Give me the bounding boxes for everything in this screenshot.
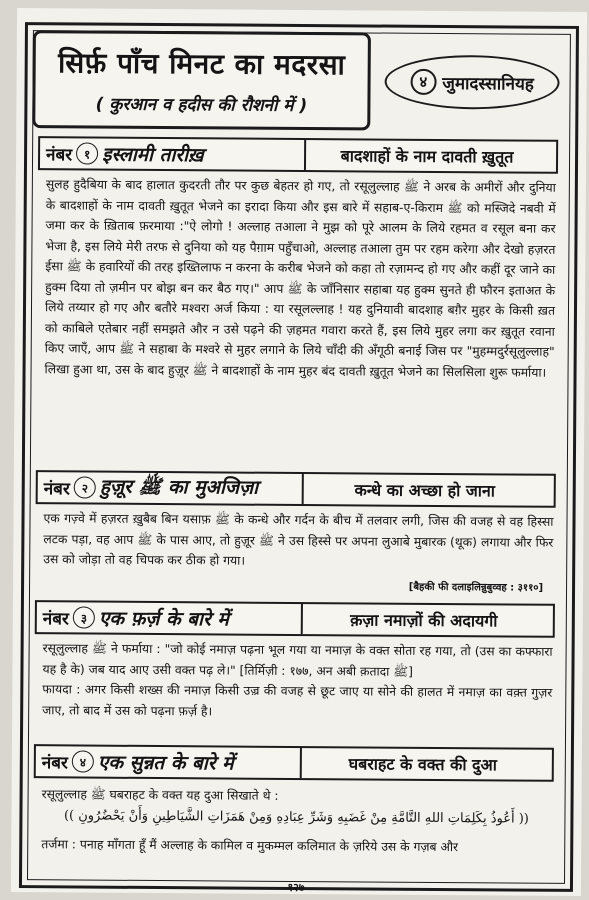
section-4-heading: घबराहट के वक्त की दुआ — [348, 754, 498, 775]
section-1-topic: इस्लामी तारीख़ — [102, 143, 204, 167]
section-3-prefix: नंबर — [42, 608, 70, 629]
section-4-translation-block — [41, 834, 551, 858]
section-2-prefix: नंबर — [43, 478, 70, 499]
section-3-heading: क़ज़ा नमाज़ों की अदायगी — [350, 610, 498, 631]
page-title: सिर्फ़ पाँच मिनट का मदरसा — [57, 46, 346, 82]
section-1-heading: बादशाहों के नाम दावती ख़ुतूत — [340, 146, 514, 167]
section-4-prefix: नंबर — [41, 752, 69, 773]
section-3-header — [35, 600, 555, 638]
section-2-paragraph: एक गज़्वे में हज़रत ख़ुबैब बिन यसाफ़ ﷺ के कन्धे और गर्दन के बीच में तलवार लगी, जिस की वजह से वह हिस्सा लटक पड़ा, वह आप ﷺ के पास आए, तो हुज़ूर ﷺ ने उस हिस्से पर अपना लुआबे मुबारक (थूक) लगाया और फिर उस को जोड़ा तो वह चिपक कर ठीक हो गया। — [43, 511, 554, 568]
section-1-label — [40, 138, 306, 170]
section-4-header — [34, 744, 554, 782]
section-3-body — [42, 638, 553, 724]
section-4-translation: तर्जमा : पनाह माँगता हूँ मैं अल्लाह के कामिल व मुकम्मल कलिमात के ज़रिये उस के गज़ब और — [41, 837, 459, 855]
section-2-body — [43, 508, 553, 573]
section-1-header — [38, 136, 558, 174]
title-box — [32, 30, 371, 130]
dua-arabic: (( أَعُوذُ بِكَلِمَاتِ اللهِ التَّامَّةِ مِنْ غَضَبِهِ وَشَرِّ عِبَادِهِ وَمِنْ هَمَزَاتِ الشَّيَاطِينِ وَأَنْ يَحْضُرُونِ )) — [63, 808, 529, 827]
section-2-reference: [बैहकी फी दलाइलिन्नुबुव्वह : ३११०] — [408, 581, 544, 594]
section-2-topic: हुज़ूर ﷺ का मुअजिज़ा — [99, 475, 259, 499]
section-4-paragraph: रसूलुल्लाह ﷺ घबराहट के वक्त यह दुआ सिखाते थे : — [41, 787, 279, 803]
section-3-topic: एक फ़र्ज़ के बारे में — [98, 607, 229, 631]
section-2-number: २ — [74, 476, 96, 498]
section-1-prefix: नंबर — [45, 144, 73, 165]
section-2-label — [38, 472, 304, 504]
section-4-intro — [42, 784, 552, 808]
book-page — [11, 8, 587, 896]
page-number: १२७ — [287, 880, 305, 895]
page-subtitle: ( कुरआन व हदीस की रौशनी में ) — [95, 94, 308, 117]
section-1-body — [45, 174, 556, 383]
section-1-paragraph: सुलह हुदैबिया के बाद हालात कुदरती तौर पर कुछ बेहतर हो गए, तो रसूलुल्लाह ﷺ ने अरब के अमीरों और दुनिया के बादशाहों के नाम दावती ख़ुतूत भेजने का इरादा किया और इस बारे में सहाब-ए-किराम ﷺ को मस्जिदे नबवी में जमा कर के ख़िताब फ़रमाया :"ऐ लोगो ! अल्लाह तआला ने मुझ को पूरे आलम के लिये रहमत व रसूल बना कर भेजा है, इस लिये मेरी तरफ से दुनिया को यह पैग़ाम पहुँचाओ, अल्लाह तआला तुम पर रहम करेगा और देखो हज़रत ईसा ﷺ के हवारियों की तरह इख्तिलाफ न करना के करीब भेजने को कहा तो रज़ामन्द हो गए और कहीं दूर जाने का हुक्म दिया तो ज़मीन पर बोझ बन कर बैठ गए।" आप ﷺ के जाँनिसार सहाबा यह हुक्म सुनते ही फौरन इताअत के लिये तय्यार हो गए और बतौरे मश्वरा अर्ज किया : या रसूलल्लाह ! यह दुनियावी बादशाह बग़ैर मुहर के किसी ख़त को काबिले एतेबार नहीं समझते और न उसे पढ़ने की ज़हमत गवारा करते हैं, इस लिये मुहर लगा कर ख़ुतूत रवाना किए जाएँ, आप ﷺ ने सहाबा के मश्वरे से मुहर लगाने के लिये चाँदी की अँगूठी बनाई जिस पर "मुहम्मदुर्रसूलुल्लाह" लिखा हुआ था, उस के बाद हुज़ूर ﷺ ने बादशाहों के नाम मुहर बंद दावती ख़ुतूत भेजने का सिलसिला शुरू फर्माया। — [44, 177, 556, 380]
month-number: ४ — [410, 69, 436, 95]
section-2-header — [36, 470, 556, 508]
section-2-heading: कन्धे का अच्छा हो जाना — [354, 480, 496, 501]
section-3-fawaid: फायदा : अगर किसी शख्स की नमाज़ किसी उज़्र की वजह से छूट जाए या सोने की हालत में नमाज़ का वक़्त गुज़र जाए, तो बाद में उस को पढ़ना फ़र्ज़ है। — [42, 682, 553, 718]
section-3-paragraph: रसूलुल्लाह ﷺ ने फर्माया : "जो कोई नमाज़ पढ़ना भूल गया या नमाज़ के वक्त सोता रह गया, तो (उस का कफ्फारा यह है के) जब याद आए उसी वक्त पढ़ ले।" [तिर्मिज़ी : १७७, अन अबी क़तादा ﷺ] — [42, 641, 553, 679]
section-4-number: ४ — [72, 750, 94, 772]
section-3-number: ३ — [73, 606, 95, 628]
section-4-topic: एक सुन्नत के बारे में — [97, 751, 234, 775]
section-3-label — [37, 602, 303, 634]
section-1-number: १ — [76, 142, 98, 164]
month-name: जुमादस्सानियह — [442, 73, 534, 95]
section-4-label — [36, 746, 302, 778]
